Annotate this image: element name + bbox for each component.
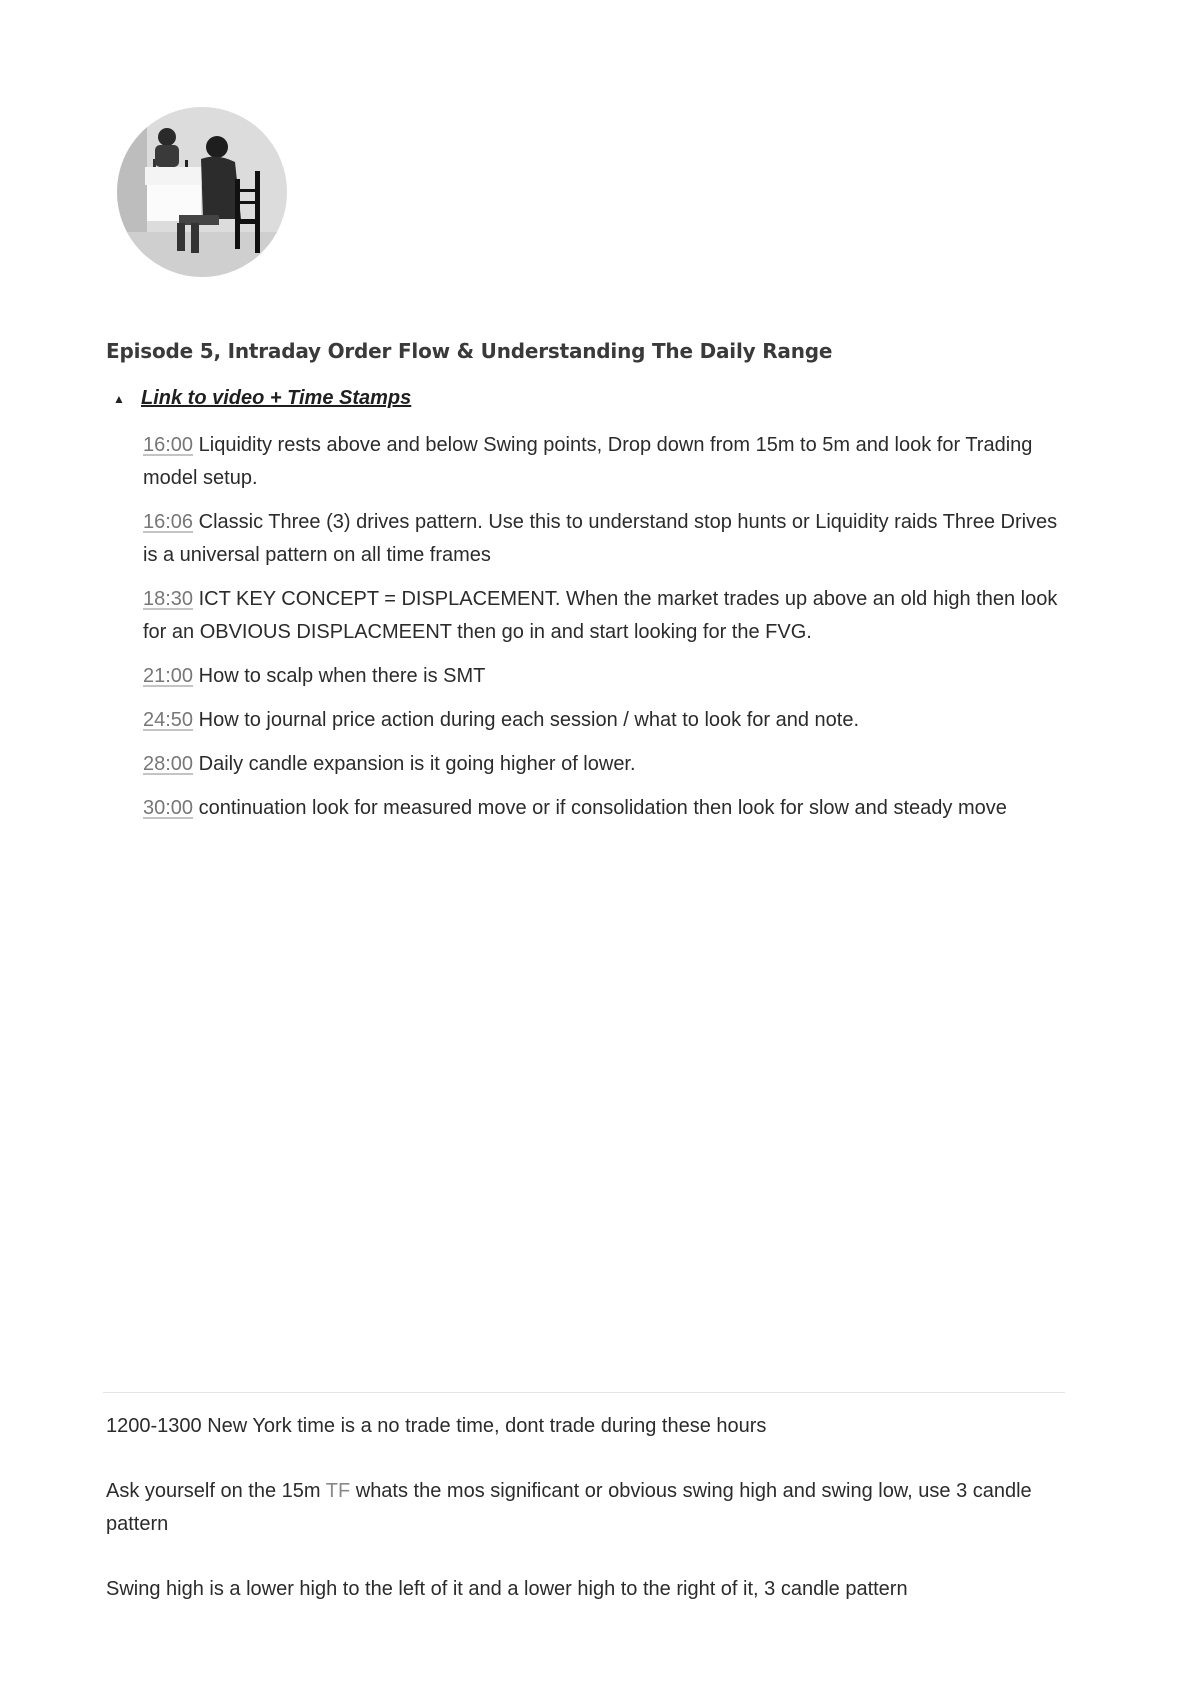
note-tf: TF: [325, 1480, 351, 1502]
note-swing-high: Swing high is a lower high to the left of it and a lower high to the right of it, 3 candle pattern: [106, 1578, 908, 1600]
episode-title: Episode 5, Intraday Order Flow & Understanding The Daily Range: [106, 339, 833, 363]
timestamp-text: Liquidity rests above and below Swing points, Drop down from 15m to 5m and look for Trading model setup.: [143, 434, 1033, 489]
avatar: [117, 107, 287, 277]
timestamp-text: continuation look for measured move or if consolidation then look for slow and steady move: [198, 797, 1007, 819]
note-swing-question: [106, 1475, 1066, 1541]
timestamp-link[interactable]: 30:00: [143, 797, 194, 819]
list-item: [143, 748, 1063, 781]
list-item: [143, 704, 1063, 737]
timestamp-link[interactable]: 16:00: [143, 434, 194, 456]
timestamp-link[interactable]: 21:00: [143, 665, 194, 687]
list-item: [143, 660, 1063, 693]
timestamp-text: How to journal price action during each session / what to look for and note.: [198, 709, 860, 731]
note-no-trade-time: 1200-1300 New York time is a no trade time, dont trade during these hours: [106, 1415, 767, 1437]
note-text: Ask yourself on the 15m: [106, 1480, 326, 1502]
list-item: [143, 429, 1063, 495]
timestamp-text: How to scalp when there is SMT: [198, 665, 486, 687]
list-item: [143, 506, 1063, 572]
note-text: whats the mos significant or obvious swing high and swing low, use 3 candle pattern: [106, 1480, 1032, 1535]
divider: [103, 1392, 1065, 1393]
video-link[interactable]: Link to video + Time Stamps: [141, 387, 412, 409]
timestamp-link[interactable]: 18:30: [143, 588, 194, 610]
timestamp-link[interactable]: 28:00: [143, 753, 194, 775]
timestamp-link[interactable]: 24:50: [143, 709, 194, 731]
timestamp-text: ICT KEY CONCEPT = DISPLACEMENT. When the market trades up above an old high then look for an OBVIOUS DISPLACMEENT then go in and start looking for the FVG.: [143, 588, 1058, 643]
list-item: [143, 792, 1063, 825]
video-link-toggle[interactable]: [113, 387, 411, 410]
timestamp-text: Classic Three (3) drives pattern. Use this to understand stop hunts or Liquidity raids Three Drives is a universal pattern on all time frames: [143, 511, 1058, 566]
timestamp-link[interactable]: 16:06: [143, 511, 194, 533]
triangle-up-icon[interactable]: ▲: [113, 391, 125, 406]
list-item: [143, 583, 1063, 649]
timestamp-text: Daily candle expansion is it going higher of lower.: [198, 753, 636, 775]
timestamp-list: [143, 429, 1063, 836]
notes-section: [106, 1410, 1066, 1638]
chess-players-photo-icon: [117, 107, 287, 277]
